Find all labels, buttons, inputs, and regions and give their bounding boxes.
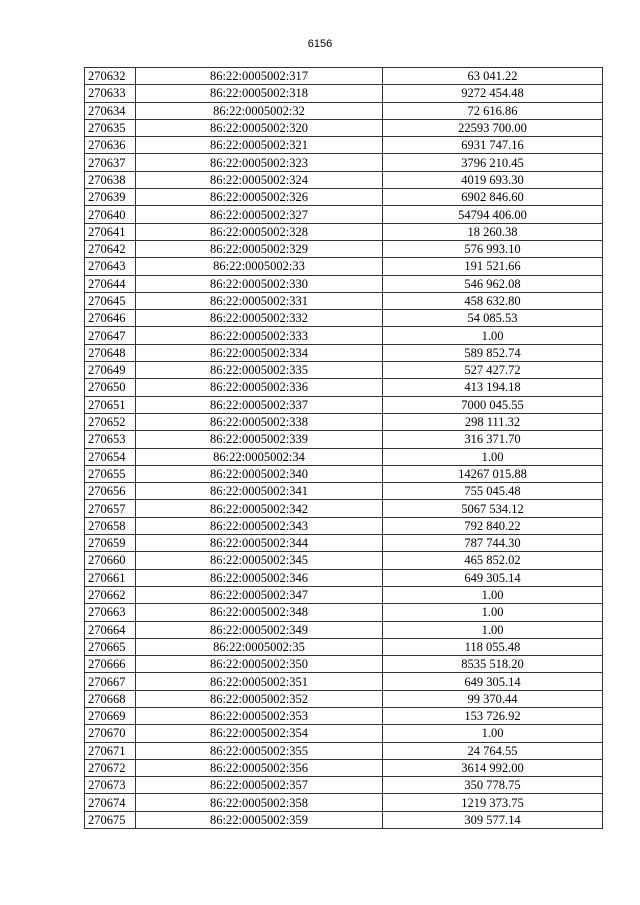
value-cell: 63 041.22 [383, 68, 603, 85]
cadastral-number-cell: 86:22:0005002:34 [136, 448, 383, 465]
cadastral-number-cell: 86:22:0005002:348 [136, 604, 383, 621]
record-number-cell: 270645 [85, 292, 136, 309]
table-row [85, 465, 603, 482]
cadastral-number-cell: 86:22:0005002:354 [136, 725, 383, 742]
table-row [85, 431, 603, 448]
value-cell: 14267 015.88 [383, 465, 603, 482]
cadastral-number-cell: 86:22:0005002:357 [136, 777, 383, 794]
table-row [85, 517, 603, 534]
record-number-cell: 270662 [85, 586, 136, 603]
value-cell: 1.00 [383, 604, 603, 621]
cadastral-number-cell: 86:22:0005002:344 [136, 535, 383, 552]
cadastral-number-cell: 86:22:0005002:335 [136, 362, 383, 379]
value-cell: 465 852.02 [383, 552, 603, 569]
record-number-cell: 270658 [85, 517, 136, 534]
record-number-cell: 270646 [85, 310, 136, 327]
value-cell: 6902 846.60 [383, 189, 603, 206]
record-number-cell: 270660 [85, 552, 136, 569]
record-number-cell: 270652 [85, 413, 136, 430]
table-row [85, 742, 603, 759]
value-cell: 792 840.22 [383, 517, 603, 534]
cadastral-number-cell: 86:22:0005002:327 [136, 206, 383, 223]
cadastral-number-cell: 86:22:0005002:332 [136, 310, 383, 327]
cadastral-number-cell: 86:22:0005002:330 [136, 275, 383, 292]
value-cell: 649 305.14 [383, 569, 603, 586]
cadastral-number-cell: 86:22:0005002:343 [136, 517, 383, 534]
record-number-cell: 270637 [85, 154, 136, 171]
value-cell: 309 577.14 [383, 811, 603, 828]
cadastral-number-cell: 86:22:0005002:342 [136, 500, 383, 517]
record-number-cell: 270655 [85, 465, 136, 482]
record-number-cell: 270642 [85, 240, 136, 257]
table-row [85, 448, 603, 465]
table-row [85, 327, 603, 344]
table-row [85, 379, 603, 396]
table-row [85, 171, 603, 188]
value-cell: 316 371.70 [383, 431, 603, 448]
cadastral-number-cell: 86:22:0005002:317 [136, 68, 383, 85]
registry-table [84, 67, 603, 829]
record-number-cell: 270656 [85, 483, 136, 500]
value-cell: 9272 454.48 [383, 85, 603, 102]
cadastral-number-cell: 86:22:0005002:347 [136, 586, 383, 603]
record-number-cell: 270647 [85, 327, 136, 344]
cadastral-number-cell: 86:22:0005002:318 [136, 85, 383, 102]
table-row [85, 811, 603, 828]
cadastral-number-cell: 86:22:0005002:352 [136, 690, 383, 707]
value-cell: 546 962.08 [383, 275, 603, 292]
record-number-cell: 270644 [85, 275, 136, 292]
table-row [85, 275, 603, 292]
record-number-cell: 270657 [85, 500, 136, 517]
value-cell: 54794 406.00 [383, 206, 603, 223]
cadastral-number-cell: 86:22:0005002:340 [136, 465, 383, 482]
value-cell: 589 852.74 [383, 344, 603, 361]
value-cell: 8535 518.20 [383, 656, 603, 673]
table-row [85, 85, 603, 102]
cadastral-number-cell: 86:22:0005002:320 [136, 119, 383, 136]
cadastral-number-cell: 86:22:0005002:338 [136, 413, 383, 430]
value-cell: 1.00 [383, 586, 603, 603]
cadastral-number-cell: 86:22:0005002:355 [136, 742, 383, 759]
table-row [85, 483, 603, 500]
table-row [85, 586, 603, 603]
cadastral-number-cell: 86:22:0005002:356 [136, 759, 383, 776]
cadastral-number-cell: 86:22:0005002:358 [136, 794, 383, 811]
record-number-cell: 270641 [85, 223, 136, 240]
record-number-cell: 270650 [85, 379, 136, 396]
value-cell: 1.00 [383, 448, 603, 465]
value-cell: 24 764.55 [383, 742, 603, 759]
cadastral-number-cell: 86:22:0005002:328 [136, 223, 383, 240]
cadastral-number-cell: 86:22:0005002:353 [136, 707, 383, 724]
cadastral-number-cell: 86:22:0005002:345 [136, 552, 383, 569]
cadastral-number-cell: 86:22:0005002:329 [136, 240, 383, 257]
table-row [85, 102, 603, 119]
record-number-cell: 270670 [85, 725, 136, 742]
record-number-cell: 270648 [85, 344, 136, 361]
page-number: 6156 [307, 38, 333, 50]
table-row [85, 344, 603, 361]
record-number-cell: 270669 [85, 707, 136, 724]
cadastral-number-cell: 86:22:0005002:321 [136, 137, 383, 154]
value-cell: 787 744.30 [383, 535, 603, 552]
value-cell: 576 993.10 [383, 240, 603, 257]
table-row [85, 137, 603, 154]
record-number-cell: 270649 [85, 362, 136, 379]
value-cell: 153 726.92 [383, 707, 603, 724]
record-number-cell: 270643 [85, 258, 136, 275]
cadastral-number-cell: 86:22:0005002:32 [136, 102, 383, 119]
value-cell: 527 427.72 [383, 362, 603, 379]
value-cell: 191 521.66 [383, 258, 603, 275]
cadastral-number-cell: 86:22:0005002:341 [136, 483, 383, 500]
value-cell: 7000 045.55 [383, 396, 603, 413]
record-number-cell: 270654 [85, 448, 136, 465]
table-row [85, 119, 603, 136]
value-cell: 5067 534.12 [383, 500, 603, 517]
record-number-cell: 270663 [85, 604, 136, 621]
record-number-cell: 270632 [85, 68, 136, 85]
value-cell: 118 055.48 [383, 638, 603, 655]
record-number-cell: 270672 [85, 759, 136, 776]
value-cell: 1.00 [383, 725, 603, 742]
table-row [85, 310, 603, 327]
value-cell: 3614 992.00 [383, 759, 603, 776]
table-row [85, 673, 603, 690]
table-row [85, 240, 603, 257]
cadastral-number-cell: 86:22:0005002:331 [136, 292, 383, 309]
record-number-cell: 270633 [85, 85, 136, 102]
value-cell: 99 370.44 [383, 690, 603, 707]
record-number-cell: 270638 [85, 171, 136, 188]
value-cell: 1.00 [383, 327, 603, 344]
table-row [85, 68, 603, 85]
table-row [85, 292, 603, 309]
value-cell: 458 632.80 [383, 292, 603, 309]
table-row [85, 656, 603, 673]
value-cell: 6931 747.16 [383, 137, 603, 154]
table-row [85, 535, 603, 552]
table-row [85, 777, 603, 794]
cadastral-number-cell: 86:22:0005002:346 [136, 569, 383, 586]
value-cell: 413 194.18 [383, 379, 603, 396]
cadastral-number-cell: 86:22:0005002:350 [136, 656, 383, 673]
cadastral-number-cell: 86:22:0005002:326 [136, 189, 383, 206]
cadastral-number-cell: 86:22:0005002:339 [136, 431, 383, 448]
table-row [85, 638, 603, 655]
table-row [85, 725, 603, 742]
value-cell: 755 045.48 [383, 483, 603, 500]
table-row [85, 690, 603, 707]
table-row [85, 154, 603, 171]
record-number-cell: 270667 [85, 673, 136, 690]
registry-table-body [85, 68, 603, 829]
table-row [85, 707, 603, 724]
table-row [85, 569, 603, 586]
value-cell: 3796 210.45 [383, 154, 603, 171]
table-row [85, 223, 603, 240]
table-row [85, 604, 603, 621]
record-number-cell: 270671 [85, 742, 136, 759]
cadastral-number-cell: 86:22:0005002:351 [136, 673, 383, 690]
record-number-cell: 270673 [85, 777, 136, 794]
table-row [85, 794, 603, 811]
record-number-cell: 270653 [85, 431, 136, 448]
cadastral-number-cell: 86:22:0005002:35 [136, 638, 383, 655]
cadastral-number-cell: 86:22:0005002:359 [136, 811, 383, 828]
cadastral-number-cell: 86:22:0005002:349 [136, 621, 383, 638]
table-row [85, 206, 603, 223]
value-cell: 1219 373.75 [383, 794, 603, 811]
cadastral-number-cell: 86:22:0005002:33 [136, 258, 383, 275]
table-row [85, 189, 603, 206]
cadastral-number-cell: 86:22:0005002:323 [136, 154, 383, 171]
value-cell: 649 305.14 [383, 673, 603, 690]
value-cell: 350 778.75 [383, 777, 603, 794]
value-cell: 22593 700.00 [383, 119, 603, 136]
record-number-cell: 270674 [85, 794, 136, 811]
table-row [85, 413, 603, 430]
record-number-cell: 270635 [85, 119, 136, 136]
value-cell: 72 616.86 [383, 102, 603, 119]
record-number-cell: 270651 [85, 396, 136, 413]
value-cell: 1.00 [383, 621, 603, 638]
value-cell: 298 111.32 [383, 413, 603, 430]
table-row [85, 759, 603, 776]
table-row [85, 258, 603, 275]
cadastral-number-cell: 86:22:0005002:333 [136, 327, 383, 344]
cadastral-number-cell: 86:22:0005002:334 [136, 344, 383, 361]
table-row [85, 552, 603, 569]
record-number-cell: 270665 [85, 638, 136, 655]
table-row [85, 396, 603, 413]
record-number-cell: 270640 [85, 206, 136, 223]
cadastral-number-cell: 86:22:0005002:336 [136, 379, 383, 396]
record-number-cell: 270636 [85, 137, 136, 154]
table-row [85, 362, 603, 379]
table-row [85, 500, 603, 517]
table-row [85, 621, 603, 638]
value-cell: 18 260.38 [383, 223, 603, 240]
record-number-cell: 270664 [85, 621, 136, 638]
record-number-cell: 270634 [85, 102, 136, 119]
cadastral-number-cell: 86:22:0005002:324 [136, 171, 383, 188]
value-cell: 54 085.53 [383, 310, 603, 327]
record-number-cell: 270666 [85, 656, 136, 673]
record-number-cell: 270675 [85, 811, 136, 828]
record-number-cell: 270668 [85, 690, 136, 707]
value-cell: 4019 693.30 [383, 171, 603, 188]
record-number-cell: 270661 [85, 569, 136, 586]
record-number-cell: 270639 [85, 189, 136, 206]
cadastral-number-cell: 86:22:0005002:337 [136, 396, 383, 413]
record-number-cell: 270659 [85, 535, 136, 552]
